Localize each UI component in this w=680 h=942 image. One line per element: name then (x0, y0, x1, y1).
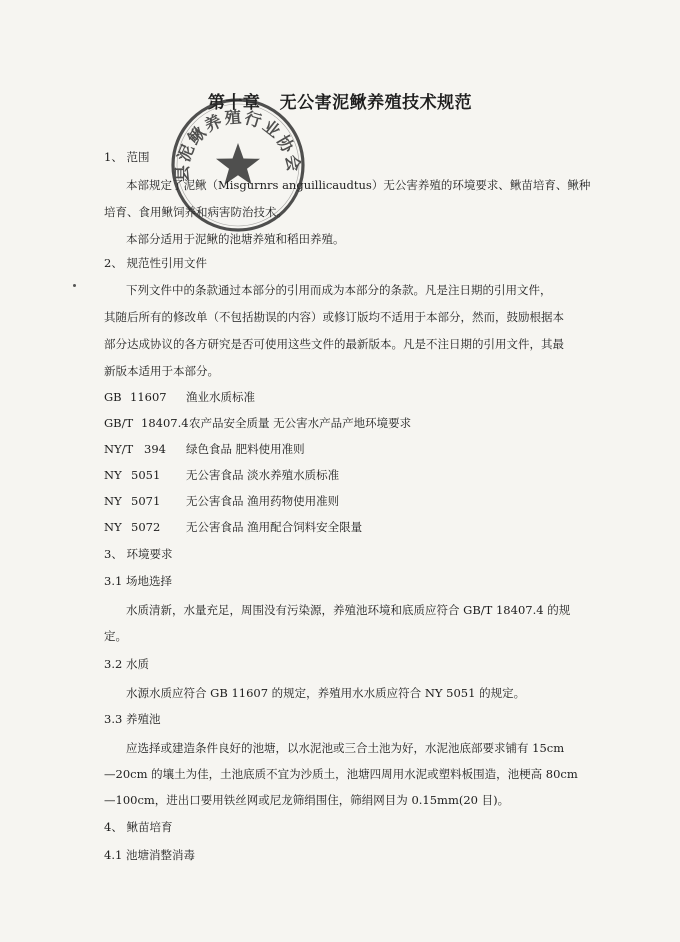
section-heading-scope: 1、 范围 (104, 150, 150, 164)
paragraph-line: 下列文件中的条款通过本部分的引用而成为本部分的条款。凡是注日期的引用文件， (126, 283, 552, 297)
reference-code: GB (104, 390, 122, 404)
subsection-heading: 4.1 池塘消整消毒 (104, 848, 195, 862)
official-seal-stamp (168, 95, 308, 235)
subsection-heading: 3.2 水质 (104, 657, 149, 671)
reference-code: NY (104, 520, 122, 534)
paragraph-line: 定。 (104, 629, 127, 643)
subsection-heading: 3.1 场地选择 (104, 574, 172, 588)
paragraph-line: 部分达成协议的各方研究是否可使用这些文件的最新版本。凡是不注日期的引用文件，其最 (104, 337, 564, 351)
section-heading-environment: 3、 环境要求 (104, 547, 173, 561)
paragraph-line: 培育、食用鳅饲养和病害防治技术。 (104, 205, 288, 219)
paragraph-line: 本部分适用于泥鳅的池塘养殖和稻田养殖。 (126, 232, 345, 246)
section-heading-fry: 4、 鳅苗培育 (104, 820, 173, 834)
reference-name: 无公害食品 渔用配合饲料安全限量 (186, 520, 363, 534)
reference-number: 394 (144, 442, 166, 456)
paragraph-line: 水源水质应符合 GB 11607 的规定，养殖用水水质应符合 NY 5051 的规定。 (126, 686, 526, 700)
reference-name: 绿色食品 肥料使用准则 (186, 442, 305, 456)
paragraph-line: —20cm 的壤土为佳，土池底质不宜为沙质土，池塘四周用水泥或塑料板围造，池梗高 80cm (104, 767, 578, 781)
seal-text: 县泥鳅养殖行业协会 (172, 107, 304, 182)
reference-name: 无公害食品 渔用药物使用准则 (186, 494, 340, 508)
reference-code: NY (104, 494, 122, 508)
scan-speck (73, 284, 76, 287)
reference-number: 11607 (130, 390, 167, 404)
chapter-title: 第十章 无公害泥鳅养殖技术规范 (207, 93, 473, 113)
reference-name: 无公害食品 淡水养殖水质标准 (186, 468, 340, 482)
paragraph-line: —100cm，进出口要用铁丝网或尼龙筛绢围住，筛绢网目为 0.15mm(20 目)。 (104, 793, 510, 807)
paragraph-line: 应选择或建造条件良好的池塘，以水泥池或三合土池为好，水泥池底部要求铺有 15cm (126, 741, 565, 755)
paragraph-line: 水质清新，水量充足，周围没有污染源，养殖池环境和底质应符合 GB/T 18407.4 的规 (126, 603, 571, 617)
paragraph-line: 本部规定了泥鳅（Misgurnrs anguillicaudtus）无公害养殖的环境要求、鳅苗培育、鳅种 (126, 178, 591, 192)
section-heading-references: 2、 规范性引用文件 (104, 256, 207, 270)
seal-star-icon (216, 143, 260, 185)
paragraph-line: 新版本适用于本部分。 (104, 364, 219, 378)
reference-code: NY (104, 468, 122, 482)
reference-name: 渔业水质标准 (186, 390, 255, 404)
reference-number: 5051 (131, 468, 161, 482)
subsection-heading: 3.3 养殖池 (104, 712, 161, 726)
paragraph-line: 其随后所有的修改单（不包括勘误的内容）或修订版均不适用于本部分，然而，鼓励根据本 (104, 310, 564, 324)
reference-code: GB/T (104, 416, 134, 430)
reference-number: 5071 (131, 494, 161, 508)
reference-number: 18407.4 (141, 416, 189, 430)
reference-number: 5072 (131, 520, 161, 534)
reference-code: NY/T (104, 442, 134, 456)
reference-name: 农产品安全质量 无公害水产品产地环境要求 (189, 416, 412, 430)
